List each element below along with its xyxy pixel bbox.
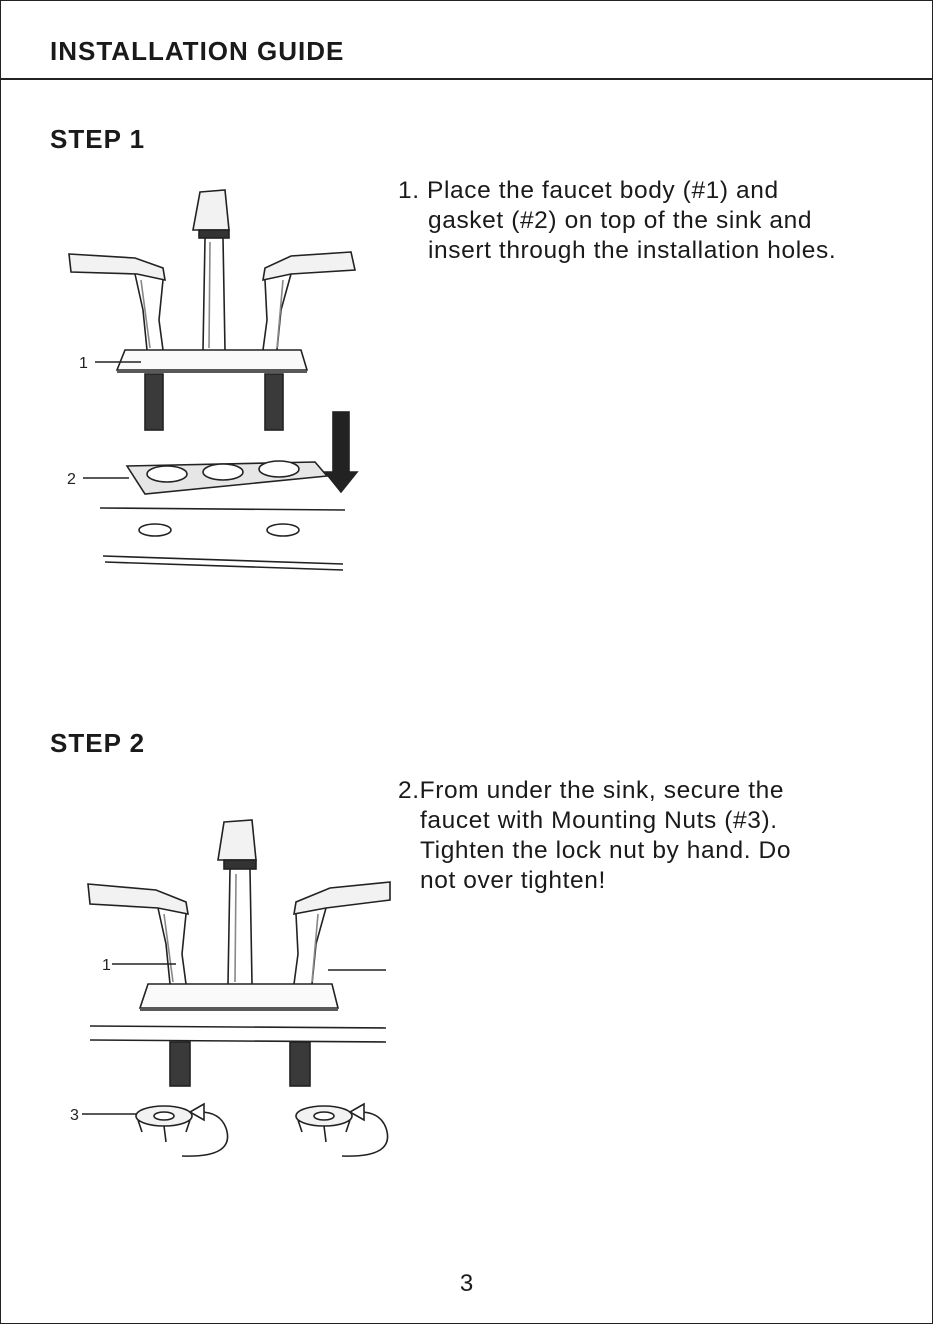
instruction-line: not over tighten!	[420, 867, 606, 894]
instruction-line: 1. Place the faucet body (#1) and	[398, 177, 779, 204]
rotation-arrow-left	[182, 1104, 228, 1156]
threaded-shanks	[170, 1042, 310, 1086]
step-2-instructions	[398, 776, 791, 896]
step-1-heading: STEP 1	[50, 124, 146, 154]
instruction-line: insert through the installation holes.	[428, 237, 837, 264]
step-1-diagram	[55, 180, 365, 580]
sink-surface	[90, 1026, 386, 1042]
instruction-line: gasket (#2) on top of the sink and	[428, 207, 813, 234]
page-number: 3	[459, 1270, 474, 1297]
step-2-heading: STEP 2	[50, 728, 146, 758]
faucet-base	[140, 984, 338, 1010]
faucet-spout	[193, 190, 229, 350]
gasket	[127, 461, 327, 494]
instruction-line: 2.From under the sink, secure the	[398, 777, 785, 804]
instruction-line: Tighten the lock nut by hand. Do	[420, 837, 792, 864]
down-arrow	[325, 412, 357, 492]
left-handle	[69, 254, 165, 350]
callout-1-label: 1	[102, 957, 111, 974]
mounting-nut-right	[296, 1106, 352, 1142]
mounting-nut-left	[136, 1106, 192, 1142]
right-handle	[263, 252, 355, 350]
header-divider	[0, 78, 933, 80]
callout-2-label: 2	[67, 471, 76, 488]
instruction-line: faucet with Mounting Nuts (#3).	[420, 807, 778, 834]
callout-1-label: 1	[79, 355, 88, 372]
rotation-arrow-right	[342, 1104, 388, 1156]
page-title: INSTALLATION GUIDE	[50, 36, 345, 66]
callout-3-label: 3	[70, 1107, 79, 1124]
faucet-base	[117, 350, 307, 372]
faucet-spout	[218, 820, 256, 984]
right-handle	[294, 882, 390, 984]
step-1-instructions	[398, 176, 836, 266]
step-2-diagram	[60, 810, 400, 1170]
sink-surface	[100, 508, 345, 570]
threaded-shanks	[145, 374, 283, 430]
